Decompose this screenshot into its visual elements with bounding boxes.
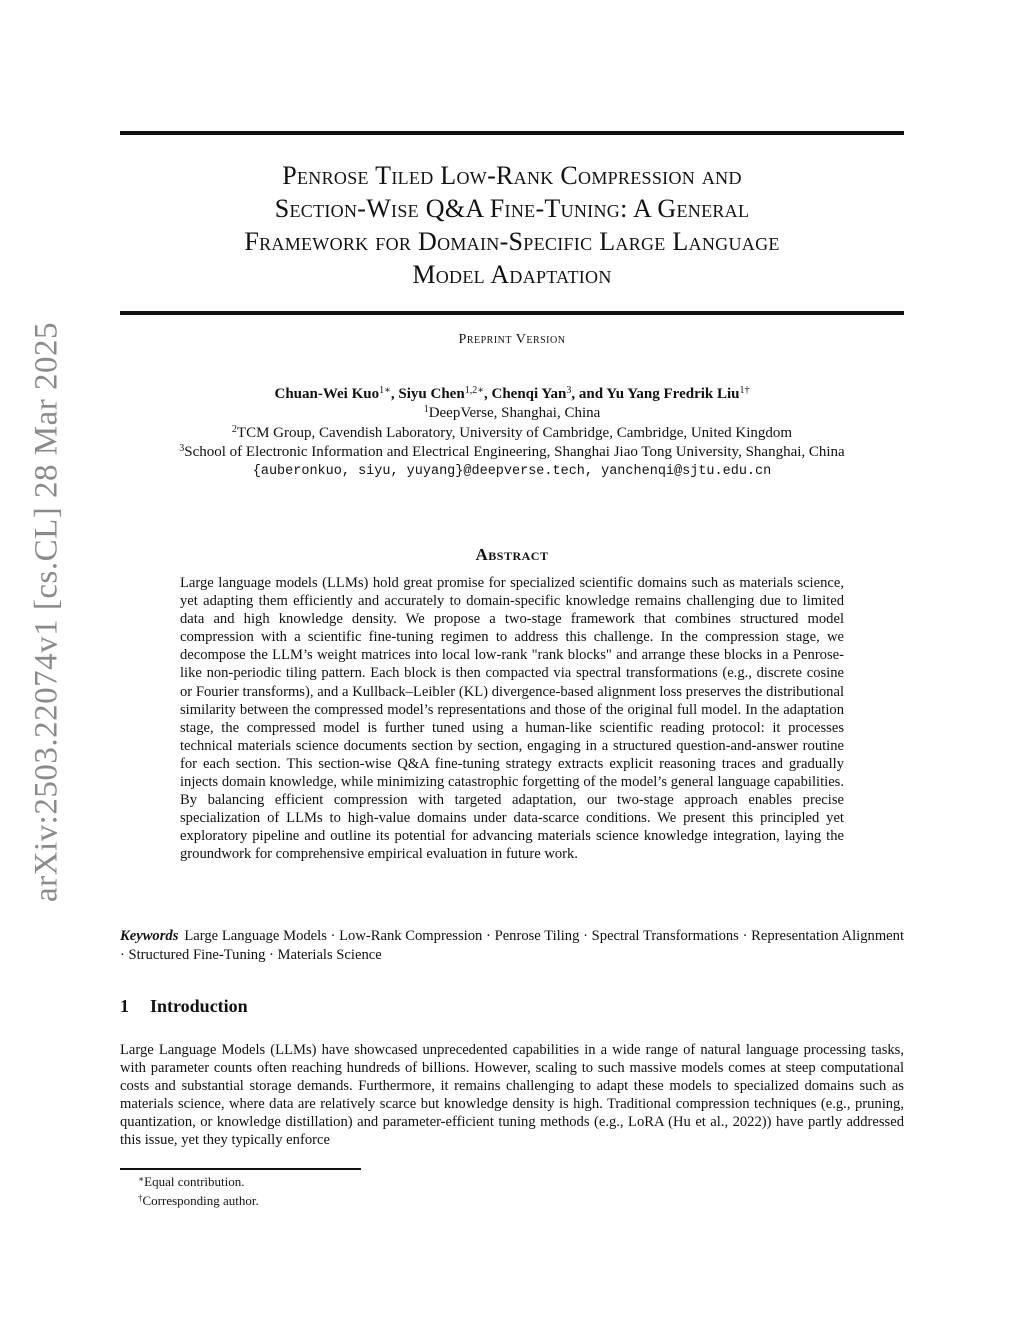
affiliation-marker: 1 [423,404,429,416]
introduction-text: Large Language Models (LLMs) have showcased unprecedented capabilities in a wide range of natural language processing tasks, with parameter counts often reaching hundreds of billions. However, scaling to such massive models comes at steep computational costs and substantial storage demands. Furthermore, it remains challenging to adapt these models to specialized domains such as materials science, where data are relatively scarce but knowledge density is high. Traditional compression techniques (e.g., pruning, quantization, or knowledge distillation) and parameter-efficient tuning methods (e.g., LoRA (Hu et al., 2022)) have partly addressed this issue, yet they typically enforce [120,1042,904,1149]
author-name: Yu Yang Fredrik Liu [606,386,740,402]
affiliation [120,443,904,462]
footnote-text: Corresponding author. [142,1193,259,1208]
footnote-rule [120,1168,361,1170]
abstract-text: Large language models (LLMs) hold great promise for specialized scientific domains such as materials science, yet adapting them efficiently and accurately to domain-specific knowledge remains challenging due to limited data and high knowledge density. We propose a two-stage framework that combines structured model compression with a scientific fine-tuning regimen to address this challenge. In the compression stage, we decompose the LLM’s weight matrices into local low-rank "rank blocks" and arrange these blocks in a Penrose-like non-periodic tiling pattern. Each block is then compacted via spectral transformations (e.g., discrete cosine or Fourier transforms), and a Kullback–Leibler (KL) divergence-based alignment loss preserves the distributional similarity between the compressed model’s representations and those of the original full model. In the adaptation stage, the compressed model is further tuned using a human-like scientific reading protocol: it processes technical materials science documents section by section, engaging in a structured question-and-answer routine for each section. This section-wise Q&A fine-tuning strategy extracts explicit reasoning traces and gradually injects domain knowledge, while minimizing catastrophic forgetting of the model’s general language capabilities. By balancing efficient compression with targeted adaptation, our two-stage approach enables precise specialization of LLMs to high-value domains under data-scarce conditions. We present this principled yet exploratory pipeline and outline its potential for advancing materials science knowledge integration, laying the groundwork for comprehensive empirical evaluation in future work. [180,575,844,863]
footnote-marker: † [138,1193,143,1203]
author-marker: 3 [566,385,572,396]
affiliation-marker: 3 [179,442,185,454]
affiliation [120,404,904,423]
author-list [120,385,904,404]
author-name: Chuan-Wei Kuo [274,386,380,402]
footnote-text: Equal contribution. [144,1174,245,1189]
author-name: Siyu Chen [398,386,465,402]
paper-title [120,159,904,291]
title-top-rule [120,131,904,135]
affiliation-text: School of Electronic Information and Electrical Engineering, Shanghai Jiao Tong University, Shanghai, China [184,443,845,460]
footnote-marker: ∗ [138,1174,145,1184]
author-marker: 1† [739,385,750,396]
preprint-label: Preprint Version [458,332,566,347]
title-bottom-rule [120,311,904,315]
author-block [120,385,904,481]
author-separator: , [390,386,399,402]
affiliation [120,424,904,443]
title-line: Model Adaptation [412,260,612,289]
author-separator: , and [571,386,607,402]
author-emails: {auberonkuo, siyu, yuyang}@deepverse.tech, yanchenqi@sjtu.edu.cn [252,464,772,480]
affiliation-text: DeepVerse, Shanghai, China [428,405,601,422]
abstract-heading: Abstract [475,545,549,564]
title-line: Penrose Tiled Low-Rank Compression and [282,161,742,190]
affiliation-marker: 2 [231,423,237,435]
footnotes [138,1172,259,1210]
footnote [138,1172,259,1191]
section-number: 1 [120,996,129,1016]
arxiv-identifier: arXiv:2503.22074v1 [cs.CL] 28 Mar 2025 [28,322,65,902]
title-line: Framework for Domain-Specific Large Language [244,227,780,256]
section-title: Introduction [150,996,248,1016]
title-line: Section-Wise Q&A Fine-Tuning: A General [274,194,750,223]
section-heading [120,996,248,1017]
author-marker: 1∗ [379,385,391,396]
author-marker: 1,2∗ [464,385,484,396]
author-separator: , [483,386,492,402]
keywords-list: Large Language Models · Low-Rank Compression · Penrose Tiling · Spectral Transformations · Representation Alignment · Structured Fine-Tuning · Materials Science [120,928,904,963]
footnote [138,1191,259,1210]
keywords-label: Keywords [120,928,179,944]
affiliation-text: TCM Group, Cavendish Laboratory, University of Cambridge, Cambridge, United Kingdom [236,424,793,441]
keywords [120,927,904,965]
author-name: Chenqi Yan [491,386,567,402]
